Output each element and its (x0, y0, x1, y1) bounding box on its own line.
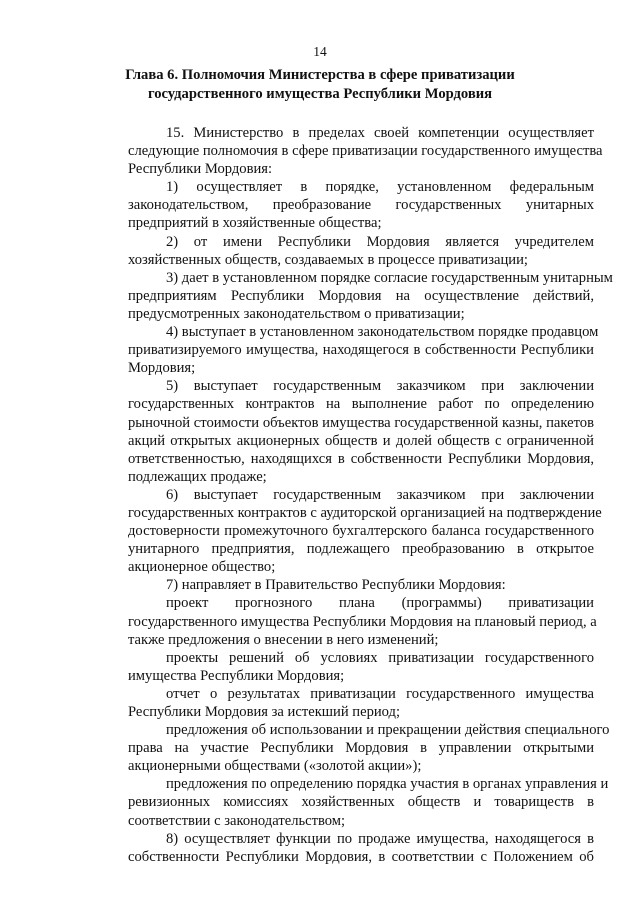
paragraph-line: проект прогнозного плана (программы) приватизации (166, 595, 594, 612)
paragraph-line: акций открытых акционерных обществ и долей обществ с ограниченной (128, 432, 594, 449)
paragraph-line: государственных контрактов на выполнение работ по определению (128, 396, 594, 413)
paragraph-line: предложения по определению порядка участия в органах управления и (166, 776, 609, 793)
paragraph-line: предприятиям Республики Мордовия на осуществление действий, (128, 287, 594, 304)
paragraph-line: отчет о результатах приватизации государственного имущества (166, 685, 594, 702)
paragraph (90, 649, 594, 685)
paragraph-line: Республики Мордовия за истекший период; (128, 704, 401, 720)
paragraph-line: предусмотренных законодательством о приватизации; (128, 305, 465, 322)
paragraph (90, 323, 599, 377)
paragraph-line: государственных контрактов с аудиторской организацией на подтверждение (128, 504, 602, 521)
paragraph-line: предложения об использовании и прекращении действия специального (166, 722, 610, 739)
paragraph (90, 830, 594, 866)
paragraph-line: подлежащих продаже; (128, 468, 267, 485)
paragraph (90, 269, 613, 323)
paragraph-line: 4) выступает в установленном законодательством порядке продавцом (166, 324, 599, 341)
paragraph (90, 233, 594, 269)
paragraph-line: проекты решений об условиях приватизации государственного (166, 649, 594, 666)
paragraph (90, 486, 602, 576)
paragraph (90, 594, 597, 648)
paragraph (90, 124, 603, 178)
paragraph-line: приватизируемого имущества, находящегося в собственности Республики (128, 342, 594, 359)
paragraph-line: Мордовия; (128, 360, 196, 377)
page-number: 14 (313, 44, 327, 59)
chapter-title (90, 66, 550, 104)
paragraph-line: 6) выступает государственным заказчиком при заключении (166, 486, 594, 503)
paragraph (90, 685, 594, 721)
document-body (90, 124, 613, 866)
paragraph (90, 178, 594, 232)
chapter-title-line: Глава 6. Полномочия Министерства в сфере приватизации (125, 67, 515, 83)
paragraph-line: 5) выступает государственным заказчиком при заключении (166, 378, 594, 395)
paragraph-line: рыночной стоимости объектов имущества государственной казны, пакетов (128, 414, 594, 431)
paragraph-line: также предложения о внесении в него изменений; (128, 631, 439, 648)
paragraph-line: акционерными обществами («золотой акции»); (128, 758, 422, 775)
paragraph-line: 3) дает в установленном порядке согласие государственным унитарным (166, 269, 613, 286)
paragraph-line: ревизионных комиссиях хозяйственных обществ и товариществ в (128, 794, 594, 811)
paragraph (90, 721, 610, 775)
paragraph-line: законодательством, преобразование государственных унитарных (128, 197, 594, 214)
paragraph-line: унитарного предприятия, подлежащего преобразованию в открытое (128, 541, 594, 558)
paragraph-line: предприятий в хозяйственные общества; (128, 215, 382, 232)
paragraph-line: 2) от имени Республики Мордовия является учредителем (166, 233, 594, 250)
paragraph (90, 576, 594, 594)
paragraph-line: собственности Республики Мордовия, в соответствии с Положением об (128, 848, 594, 865)
paragraph-line: 7) направляет в Правительство Республики Мордовия: (166, 577, 506, 594)
paragraph-line: имущества Республики Мордовия; (128, 667, 345, 684)
paragraph-line: хозяйственных обществ, создаваемых в процессе приватизации; (128, 251, 528, 268)
paragraph-line: достоверности промежуточного бухгалтерского баланса государственного (128, 523, 594, 540)
paragraph (90, 775, 609, 829)
paragraph (90, 377, 594, 486)
paragraph-line: следующие полномочия в сфере приватизации государственного имущества (128, 143, 603, 160)
paragraph-line: 1) осуществляет в порядке, установленном федеральным (166, 179, 594, 196)
paragraph-line: 15. Министерство в пределах своей компетенции осуществляет (166, 125, 594, 141)
paragraph-line: акционерное общество; (128, 559, 276, 576)
chapter-title-line: государственного имущества Республики Мордовия (147, 86, 493, 102)
paragraph-line: 8) осуществляет функции по продаже имущества, находящегося в (166, 830, 594, 847)
paragraph-line: права на участие Республики Мордовия в управлении открытыми (128, 740, 594, 757)
paragraph-line: государственного имущества Республики Мордовия на плановый период, а (128, 613, 597, 630)
paragraph-line: Республики Мордовия: (128, 161, 273, 178)
paragraph-line: соответствии с законодательством; (128, 812, 346, 829)
paragraph-line: ответственностью, находящихся в собственности Республики Мордовия, (128, 450, 594, 467)
